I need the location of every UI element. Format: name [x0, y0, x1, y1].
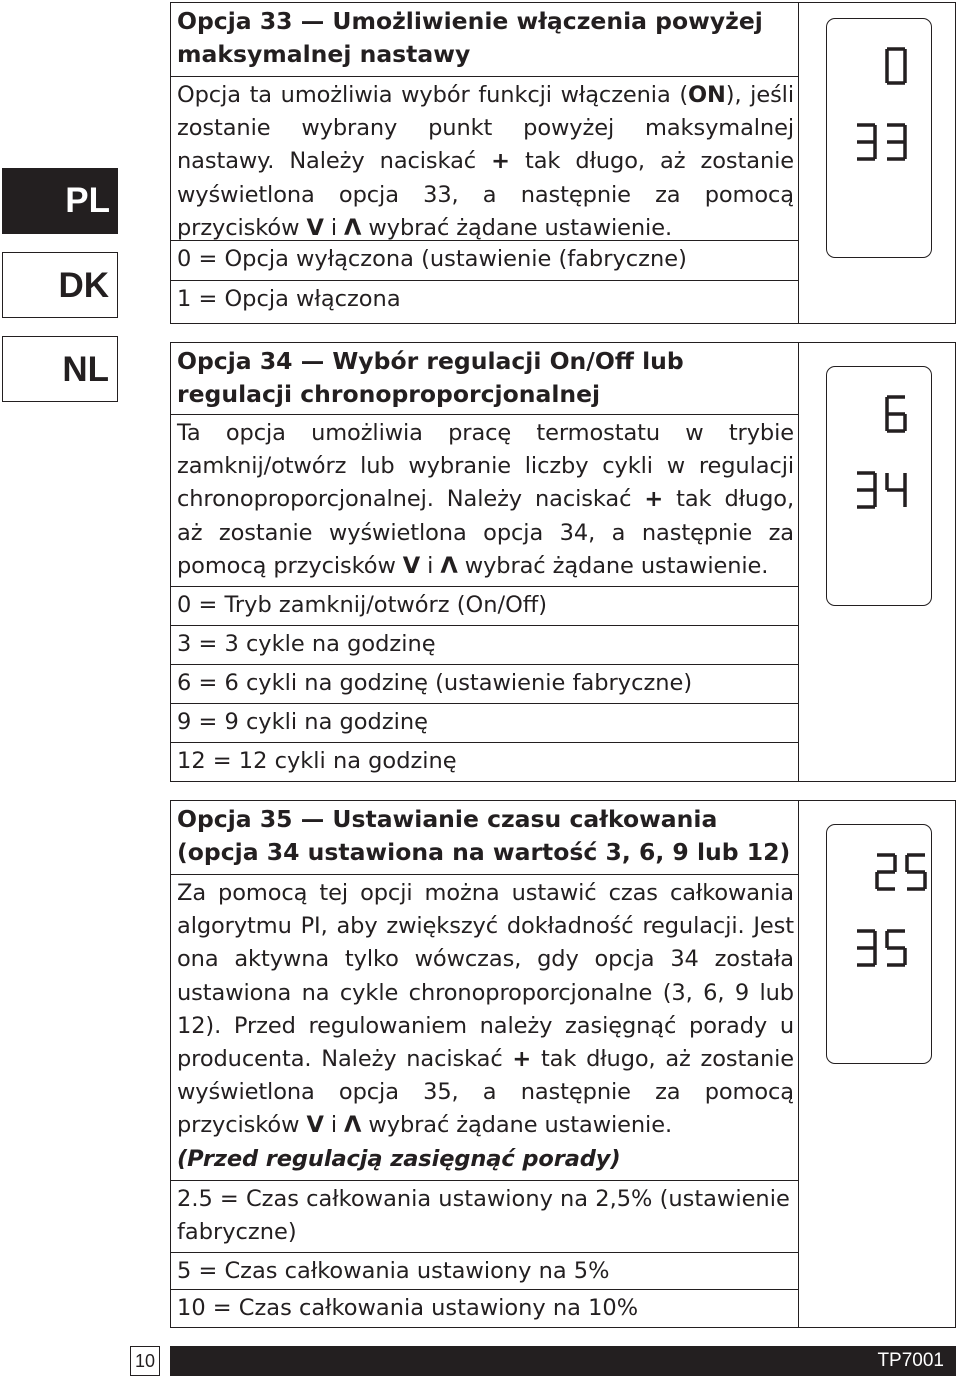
lcd-bottom-value: [857, 931, 905, 965]
option-34-description: Ta opcja umożliwia pracę termostatu w trybie zamknij/otwórz lub wybranie liczby cykli w regulacji chronoproporcjonalnej. Należy naciskać + tak długo, aż zostanie wyświetlona opcja 34, a następnie za pomocą przycisków V i Λ wybrać żądane ustawienie.: [171, 415, 798, 587]
option-35-value-5: 5 = Czas całkowania ustawiony na 5%: [171, 1253, 798, 1290]
option-34-lcd-display: [826, 366, 932, 606]
down-key: V: [306, 214, 324, 241]
language-tab-pl[interactable]: PL: [2, 168, 118, 234]
option-35-value-2-5: 2.5 = Czas całkowania ustawiony na 2,5% (ustawienie fabryczne): [171, 1181, 798, 1253]
option-35-text: [171, 801, 799, 1327]
option-35-lcd-display: [826, 824, 932, 1064]
option-34-value-12: 12 = 12 cykli na godzinę: [177, 748, 457, 774]
option-34-text: [171, 343, 799, 781]
lcd-digits: [827, 19, 931, 257]
lcd-bottom-value: [857, 473, 905, 507]
option-35-value-10: 10 = Czas całkowania ustawiony na 10%: [177, 1295, 639, 1321]
option-33-value-0: 0 = Opcja wyłączona (ustawienie (fabryczne): [171, 241, 798, 281]
page-number: 10: [130, 1346, 160, 1376]
up-key: Λ: [440, 552, 458, 579]
lcd-top-value: [877, 855, 925, 889]
plus-key: +: [491, 148, 510, 175]
option-34-value-9: 9 = 9 cykli na godzinę: [171, 704, 798, 743]
lcd-top-value: [887, 49, 905, 83]
on-label: ON: [688, 82, 726, 108]
language-tab-dk[interactable]: DK: [2, 252, 118, 318]
option-33-value-1: 1 = Opcja włączona: [177, 286, 401, 312]
lcd-digits: [827, 367, 931, 605]
lcd-digits: [827, 825, 931, 1063]
option-35-note: (Przed regulacją zasięgnąć porady): [177, 1145, 621, 1172]
option-33-title: Opcja 33 — Umożliwienie włączenia powyżej maksymalnej nastawy: [171, 3, 798, 77]
option-33-description: Opcja ta umożliwia wybór funkcji włączenia (ON), jeśli zostanie wybrany punkt powyżej maksymalnej nastawy. Należy naciskać + tak długo, aż zostanie wyświetlona opcja 33, a następnie za pomocą przycisków V i Λ wybrać żądane ustawienie.: [171, 77, 798, 241]
option-33-text: [171, 3, 799, 323]
down-key: V: [402, 552, 421, 579]
lcd-bottom-value: [857, 125, 905, 159]
lcd-top-value: [887, 397, 905, 431]
option-34-value-0: 0 = Tryb zamknij/otwórz (On/Off): [171, 587, 798, 626]
option-35-title: Opcja 35 — Ustawianie czasu całkowania (opcja 34 ustawiona na wartość 3, 6, 9 lub 12): [171, 801, 798, 875]
plus-key: +: [512, 1046, 532, 1073]
down-key: V: [306, 1112, 324, 1139]
up-key: Λ: [344, 214, 362, 241]
option-35-description: Za pomocą tej opcji można ustawić czas całkowania algorytmu PI, aby zwiększyć dokładność regulacji. Jest ona aktywna tylko wówczas, gdy opcja 34 została ustawiona na cykle chronoproporcjonalne (3, 6, 9 lub 12). Przed regulowaniem należy zasięgnąć porady u producenta. Należy naciskać + tak długo, aż zostanie wyświetlona opcja 35, a następnie za pomocą przycisków V i Λ wybrać żądane ustawienie. (Przed regulacją zasięgnąć porady): [171, 875, 798, 1181]
up-key: Λ: [344, 1112, 362, 1139]
option-33-lcd-display: [826, 18, 932, 258]
footer-model-bar: TP7001: [170, 1346, 956, 1376]
option-34-title: Opcja 34 — Wybór regulacji On/Off lub regulacji chronoproporcjonalnej: [171, 343, 798, 415]
option-34-value-3: 3 = 3 cykle na godzinę: [171, 626, 798, 665]
option-34-value-6: 6 = 6 cykli na godzinę (ustawienie fabryczne): [171, 665, 798, 704]
plus-key: +: [644, 486, 664, 513]
language-tab-nl[interactable]: NL: [2, 336, 118, 402]
